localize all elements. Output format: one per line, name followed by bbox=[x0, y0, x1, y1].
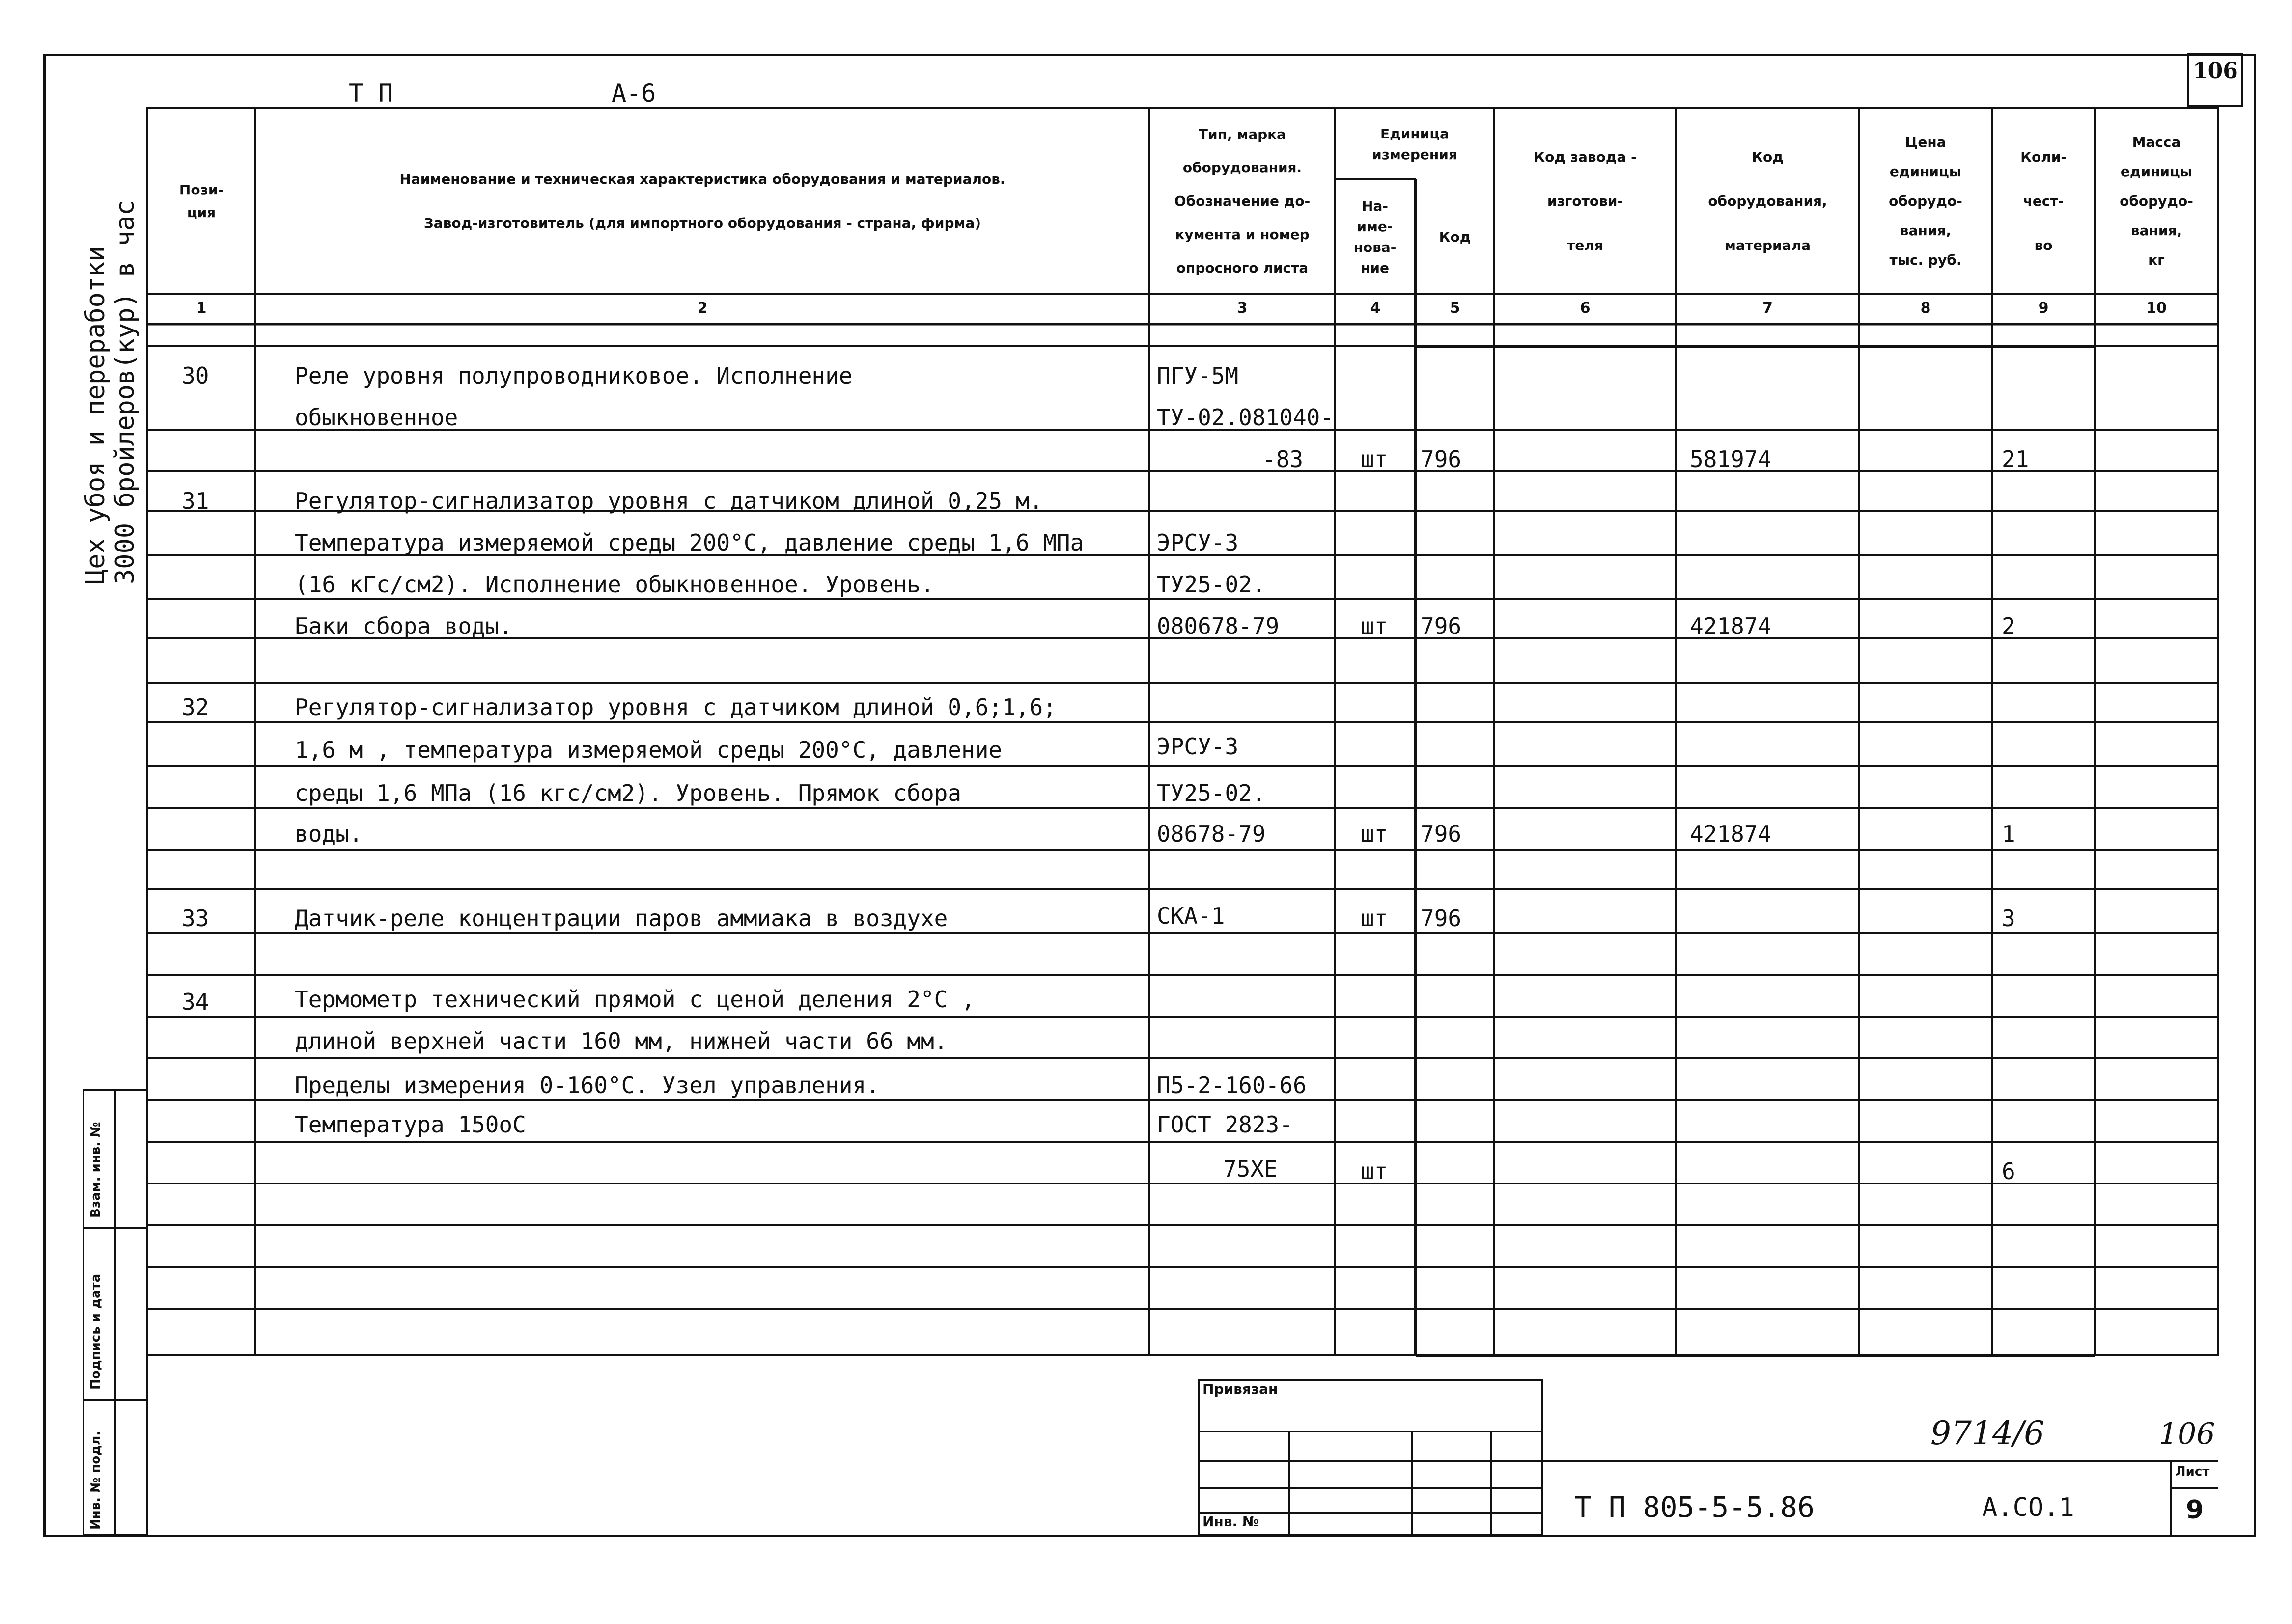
inv-no-label: Инв. № bbox=[1202, 1514, 1259, 1530]
row-type: 080678-79 bbox=[1157, 613, 1280, 639]
col-header-8: Цена единицы оборудо- вания, тыс. руб. bbox=[1889, 134, 1962, 268]
row-name: Датчик-реле концентрации паров аммиака в воздухе bbox=[295, 905, 948, 932]
col-num-3: 3 bbox=[1237, 300, 1248, 317]
row-unit: шт bbox=[1361, 821, 1388, 847]
document-number: 9714/6 bbox=[1930, 1414, 2045, 1452]
row-type: ЭРСУ-3 bbox=[1157, 529, 1239, 556]
row-unit: шт bbox=[1361, 613, 1388, 639]
row-name: обыкновенное bbox=[295, 404, 458, 431]
row-name: Пределы измерения 0-160°С. Узел управления. bbox=[295, 1072, 880, 1099]
row-unit-code: 796 bbox=[1421, 613, 1462, 639]
row-qty: 3 bbox=[2002, 905, 2015, 932]
privyazan-label: Привязан bbox=[1202, 1381, 1278, 1397]
col-header-2: Наименование и техническая характеристика оборудования и материалов. Завод-изготовитель (для импортного оборудования - страна, фирма) bbox=[399, 171, 1006, 231]
row-name: длиной верхней части 160 мм, нижней части 66 мм. bbox=[295, 1028, 948, 1054]
row-qty: 2 bbox=[2002, 613, 2015, 639]
series-label: Т П bbox=[349, 79, 393, 108]
row-name: воды. bbox=[295, 821, 363, 847]
row-name: Реле уровня полупроводниковое. Исполнение bbox=[295, 362, 853, 389]
col-num-7: 7 bbox=[1762, 300, 1773, 317]
row-type: П5-2-160-66 bbox=[1157, 1072, 1307, 1099]
col-num-5: 5 bbox=[1450, 300, 1460, 317]
row-name: Температура 150оС bbox=[295, 1111, 526, 1138]
sheet-code: А.СО.1 bbox=[1982, 1493, 2074, 1522]
row-name: Регулятор-сигнализатор уровня с датчиком длиной 0,6;1,6; bbox=[295, 694, 1057, 720]
row-type: ТУ25-02. bbox=[1157, 571, 1266, 598]
row-name: Регулятор-сигнализатор уровня с датчиком длиной 0,25 м. bbox=[295, 488, 1043, 514]
row-equip-code: 581974 bbox=[1690, 446, 1772, 472]
row-name: Температура измеряемой среды 200°С, давление среды 1,6 МПа bbox=[295, 529, 1084, 556]
row-name: среды 1,6 МПа (16 кгс/см2). Уровень. Прямок сбора bbox=[295, 780, 962, 806]
col-num-1: 1 bbox=[196, 300, 207, 317]
col-header-10: Масса единицы оборудо- вания, кг bbox=[2120, 134, 2193, 268]
row-name: Термометр технический прямой с ценой деления 2°С , bbox=[295, 986, 975, 1013]
row-unit: шт bbox=[1361, 446, 1388, 472]
row-unit-code: 796 bbox=[1421, 821, 1462, 847]
col-header-9: Коли- чест- во bbox=[2020, 149, 2067, 253]
stamp-zam-label: Взам. инв. № bbox=[88, 1122, 103, 1218]
row-unit: шт bbox=[1361, 1158, 1388, 1184]
row-type: -83 bbox=[1262, 446, 1304, 472]
row-position: 32 bbox=[182, 694, 209, 720]
corner-page-number: 106 bbox=[2193, 58, 2238, 83]
row-name: (16 кГс/см2). Исполнение обыкновенное. Уровень. bbox=[295, 571, 934, 598]
unit-group-header: Единица измерения bbox=[1372, 126, 1457, 163]
row-unit: шт bbox=[1361, 905, 1388, 932]
row-qty: 6 bbox=[2002, 1158, 2015, 1184]
col-header-3: Тип, марка оборудования. Обозначение до- кумента и номер опросного листа bbox=[1174, 126, 1311, 276]
row-position: 30 bbox=[182, 362, 209, 389]
stamp-podpis-label: Подпись и дата bbox=[88, 1273, 103, 1390]
col-num-4: 4 bbox=[1370, 300, 1381, 317]
row-type: 08678-79 bbox=[1157, 821, 1266, 847]
row-type: СКА-1 bbox=[1157, 903, 1225, 929]
row-qty: 1 bbox=[2002, 821, 2015, 847]
row-type: ГОСТ 2823- bbox=[1157, 1111, 1293, 1138]
col-num-10: 10 bbox=[2146, 300, 2167, 317]
row-type: ПГУ-5М bbox=[1157, 362, 1239, 389]
row-name: 1,6 м , температура измеряемой среды 200°С, давление bbox=[295, 737, 1003, 763]
stamp-inv-label: Инв. № подл. bbox=[88, 1431, 103, 1530]
row-name: Баки сбора воды. bbox=[295, 613, 513, 639]
col-num-2: 2 bbox=[697, 300, 708, 317]
list-label: Лист bbox=[2175, 1464, 2210, 1479]
row-type: ТУ25-02. bbox=[1157, 780, 1266, 806]
col-header-5: Код bbox=[1439, 228, 1471, 245]
row-type: 75ХЕ bbox=[1223, 1156, 1278, 1182]
row-position: 34 bbox=[182, 989, 209, 1015]
col-header-4: На- име- нова- ние bbox=[1353, 197, 1397, 276]
row-position: 31 bbox=[182, 488, 209, 514]
page-number-handwritten: 106 bbox=[2159, 1417, 2215, 1451]
row-type: ТУ-02.081040- bbox=[1157, 404, 1334, 431]
project-designation: Т П 805-5-5.86 bbox=[1574, 1490, 1815, 1524]
col-header-7: Код оборудования, материала bbox=[1708, 149, 1827, 253]
col-num-9: 9 bbox=[2038, 300, 2049, 317]
side-caption-line2: 3000 бройлеров(кур) в час bbox=[111, 200, 140, 584]
row-equip-code: 421874 bbox=[1690, 821, 1772, 847]
side-caption-line1: Цех убоя и переработки bbox=[81, 246, 111, 584]
row-unit-code: 796 bbox=[1421, 905, 1462, 932]
col-header-1: Пози- ция bbox=[179, 182, 224, 220]
row-equip-code: 421874 bbox=[1690, 613, 1772, 639]
row-type: ЭРСУ-3 bbox=[1157, 733, 1239, 760]
list-number: 9 bbox=[2186, 1495, 2204, 1525]
row-unit-code: 796 bbox=[1421, 446, 1462, 472]
row-qty: 21 bbox=[2002, 446, 2029, 472]
col-header-6: Код завода - изготови- теля bbox=[1534, 149, 1637, 253]
col-num-6: 6 bbox=[1580, 300, 1591, 317]
col-num-8: 8 bbox=[1920, 300, 1931, 317]
album-label: А-6 bbox=[612, 79, 656, 108]
row-position: 33 bbox=[182, 905, 209, 932]
